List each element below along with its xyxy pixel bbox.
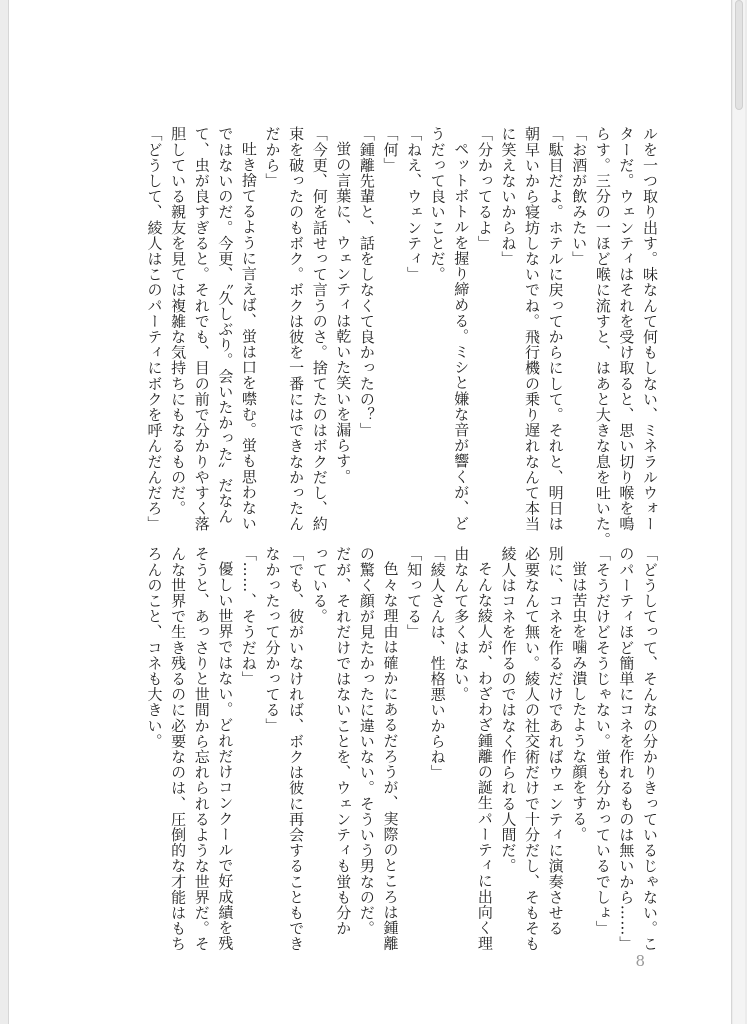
text-line: に笑えないからね」 — [499, 126, 518, 267]
text-line: 「そうだけどそうじゃない。蛍も分かっているでしょ」 — [593, 546, 612, 936]
text-line: 朝早いから寝坊しないでね。飛行機の乗り遅れなんて本当 — [523, 126, 542, 532]
text-line: 吐き捨てるように言えば、蛍は口を噤む。蛍も思わない — [239, 141, 258, 531]
text-line: 優しい世界ではない。どれだけコンクールで好成績を残 — [216, 561, 235, 951]
text-line: らす。三分の一ほど喉に流すと、はあと大きな息を吐いた。 — [593, 126, 612, 548]
text-line: 綾人はコネを作るのではなく作られる人間だ。 — [499, 546, 518, 874]
text-line: 「どうして、綾人はこのパーティにボクを呼んだんだろ」 — [145, 126, 164, 532]
text-line: 「何」 — [381, 126, 400, 173]
document-page — [8, 0, 732, 1024]
text-line: 「ねえ、ウェンティ」 — [405, 126, 424, 282]
text-line: 「今更、何を話せって言うのさ。捨てたのはボクだし、約 — [310, 126, 329, 532]
text-line: 「でも、彼がいなければ、ボクは彼に再会することもでき — [287, 546, 306, 952]
text-line: 「知ってる」 — [405, 546, 424, 640]
text-line: ペットボトルを握り締める。ミシと嫌な音が響くが、ど — [452, 141, 471, 531]
text-line: 必要なんて無い。綾人の社交術だけで十分だし、そもそも — [523, 546, 542, 952]
text-line: 「お酒が飲みたい」 — [570, 126, 589, 267]
text-line: 色々な理由は確かにあるだろうが、実際のところは鍾離 — [381, 561, 400, 951]
text-line: 蛍の言葉に、ウェンティは乾いた笑いを漏らす。 — [334, 141, 353, 485]
text-line: 蛍は苦虫を噛み潰したような顔をする。 — [570, 561, 589, 842]
text-line: 「……、そうだね」 — [239, 546, 258, 687]
text-line: て、虫が良すぎると。それでも、目の前で分かりやすく落 — [192, 126, 211, 532]
text-line: ろんのこと、コネも大きい。 — [145, 546, 164, 749]
page-number: 8 — [635, 952, 645, 970]
text-line: だが、それだけではないことを、ウェンティも蛍も分か — [334, 546, 353, 936]
text-line: だから」 — [263, 126, 282, 189]
text-line: そうと、あっさりと世間から忘れられるような世界だ。そ — [192, 546, 211, 952]
text-line: っている。 — [310, 546, 329, 624]
text-line: んな世界で生き残るのに必要なのは、圧倒的な才能はもち — [169, 546, 188, 952]
scrollbar-thumb[interactable] — [735, 0, 743, 110]
text-line: そんな綾人が、わざわざ鍾離の誕生パーティに出向く理 — [475, 561, 494, 951]
text-line: うだって良いことだ。 — [428, 126, 447, 282]
text-block-lower — [121, 546, 661, 952]
text-line: 「どうしてって、そんなの分かりきっているじゃない。こ — [641, 546, 659, 952]
text-block-upper — [121, 126, 661, 548]
text-line: の驚く顔が見たかったに違いない。そういう男なのだ。 — [357, 546, 376, 936]
text-line: 「綾人さんは、性格悪いからね」 — [428, 546, 447, 780]
text-line: ではないのだ。今更、〝久しぶり。会いたかった〟だなん — [216, 126, 235, 525]
vertical-scrollbar[interactable] — [733, 0, 745, 1024]
text-line: 「分かってるよ」 — [475, 126, 494, 251]
text-line: なかったって分かってる」 — [263, 546, 282, 734]
text-line: ルを一つ取り出す。味なんて何もしない、ミネラルウォー — [641, 126, 659, 532]
text-line: 「駄目だよ。ホテルに戻ってからにして。それと、明日は — [546, 126, 565, 532]
text-line: 別に、コネを作るだけであればウェンティに演奏させる — [546, 546, 565, 936]
text-line: 由なんて多くはない。 — [452, 546, 471, 702]
text-line: 束を破ったのもボク。ボクは彼を一番にはできなかったん — [287, 126, 306, 532]
text-line: ターだ。ウェンティはそれを受け取ると、思い切り喉を鳴 — [617, 126, 636, 532]
text-line: のパーティほど簡単にコネを作れるものは無いから……」 — [617, 546, 636, 952]
text-line: 「鍾離先輩と、話をしなくて良かったの？」 — [357, 126, 376, 438]
text-line: 胆している親友を見ては複雑な気持ちにもなるものだ。 — [169, 126, 188, 516]
